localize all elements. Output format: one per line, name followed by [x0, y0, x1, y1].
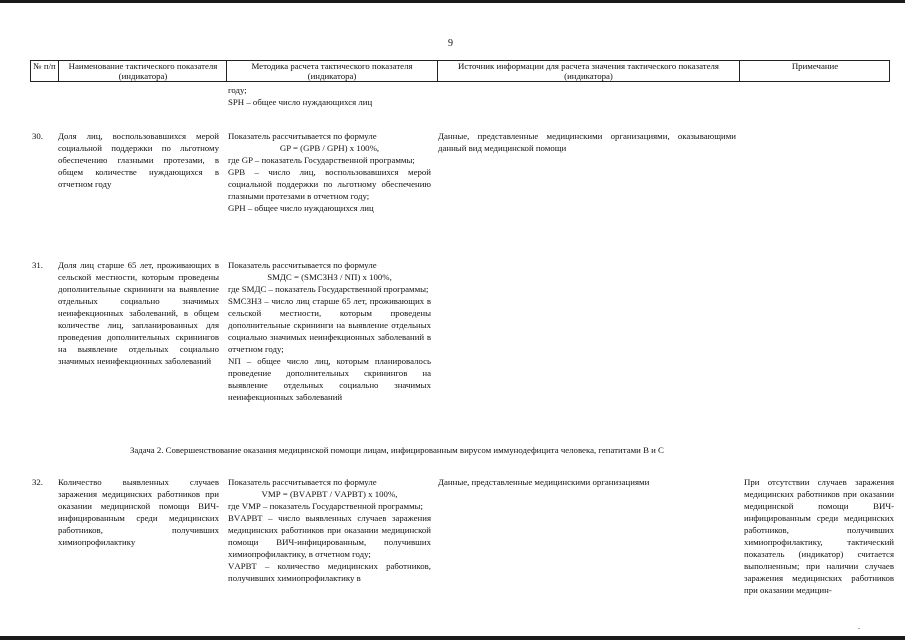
method-text	[228, 476, 431, 584]
header-col-source: Источник информации для расчета значения тактического показателя (индикатора)	[458, 61, 719, 81]
top-border	[0, 0, 905, 3]
row-number: 30.	[32, 131, 43, 141]
stray-mark: .	[858, 622, 860, 631]
method-line: GPВ – число лиц, воспользовавшихся мерой социальной поддержки по льготному обеспечению глазными протезами в отчетном году;	[228, 167, 431, 201]
method-line: SMСЗНЗ – число лиц старше 65 лет, проживающих в сельской местности, которым проведены дополнительные скрининги на выявление отдельных социально значимых неинфекционных заболеваний в отчетном году;	[228, 296, 431, 354]
method-text	[228, 259, 431, 403]
task-heading: Задача 2. Совершенствование оказания медицинской помощи лицам, инфицированным вирусом иммунодефицита человека, гепатитами В и С	[130, 445, 664, 455]
indicator-name: Доля лиц, воспользовавшихся мерой социальной поддержки по льготному обеспечению глазными протезами, в общем количестве нуждающихся в отчетном году	[58, 131, 219, 189]
method-line: где GP – показатель Государственной программы;	[228, 155, 415, 165]
formula: GP = (GPВ / GPН) x 100%,	[279, 143, 380, 153]
indicator-name: Количество выявленных случаев заражения медицинских работников при оказании медицинской помощи ВИЧ-инфицированным среди медицинских работников, получивших химиопрофилактику	[58, 477, 219, 547]
method-line: Показатель рассчитывается по формуле	[228, 131, 377, 141]
method-line: BVАРВТ – число выявленных случаев заражения медицинских работников при оказании медицинской помощи ВИЧ-инфицированным, получивших химиопрофилактику, в отчетном году;	[228, 513, 431, 559]
method-line: где SMДС – показатель Государственной программы;	[228, 284, 429, 294]
continuation-line: году;	[228, 85, 247, 95]
formula: VМР = (BVАРВТ / VАРВТ) x 100%,	[261, 489, 398, 499]
method-line: GPН – общее число нуждающихся лиц	[228, 203, 374, 213]
method-line: NП – общее число лиц, которым планировалось проведение дополнительных скринингов на выявление отдельных социально значимых неинфекционных заболеваний	[228, 356, 431, 402]
formula: SMДС = (SMСЗНЗ / NП) x 100%,	[267, 272, 392, 282]
method-line: Показатель рассчитывается по формуле	[228, 477, 377, 487]
continuation-text	[228, 84, 433, 108]
header-col-number: № п/п	[33, 61, 56, 71]
header-col-method: Методика расчета тактического показателя (индикатора)	[251, 61, 413, 81]
method-text	[228, 130, 431, 214]
source-text: Данные, представленные медицинскими организациями	[438, 477, 650, 487]
source-text: Данные, представленные медицинскими организациями, оказывающими данный вид медицинской помощи	[438, 131, 736, 153]
method-line: где VМР – показатель Государственной программы;	[228, 501, 423, 511]
bottom-border	[0, 636, 905, 640]
header-col-name: Наименование тактического показателя (индикатора)	[68, 61, 218, 81]
row-number: 32.	[32, 477, 43, 487]
method-line: VАРВТ – количество медицинских работников, получивших химиопрофилактику в	[228, 561, 431, 583]
header-col-note: Примечание	[791, 61, 839, 71]
indicator-name: Доля лиц старше 65 лет, проживающих в сельской местности, которым проведены дополнительные скрининги на выявление отдельных социально значимых неинфекционных заболеваний, в общем количестве лиц, запланированных для проведения дополнительных скринингов на выявление отдельных социально значимых неинфекционных заболеваний	[58, 260, 219, 366]
note-text: При отсутствии случаев заражения медицинских работников при оказании медицинской помощи ВИЧ-инфицированным среди медицинских работников, получивших химиопрофилактику, тактический показатель (индикатор) считается выполненным; при наличии случаев заражения медицинских работников при оказании медицин-	[744, 477, 894, 595]
continuation-line: SPН – общее число нуждающихся лиц	[228, 97, 373, 107]
table-header	[30, 60, 890, 82]
method-line: Показатель рассчитывается по формуле	[228, 260, 377, 270]
page-number: 9	[448, 38, 453, 49]
row-number: 31.	[32, 260, 43, 270]
